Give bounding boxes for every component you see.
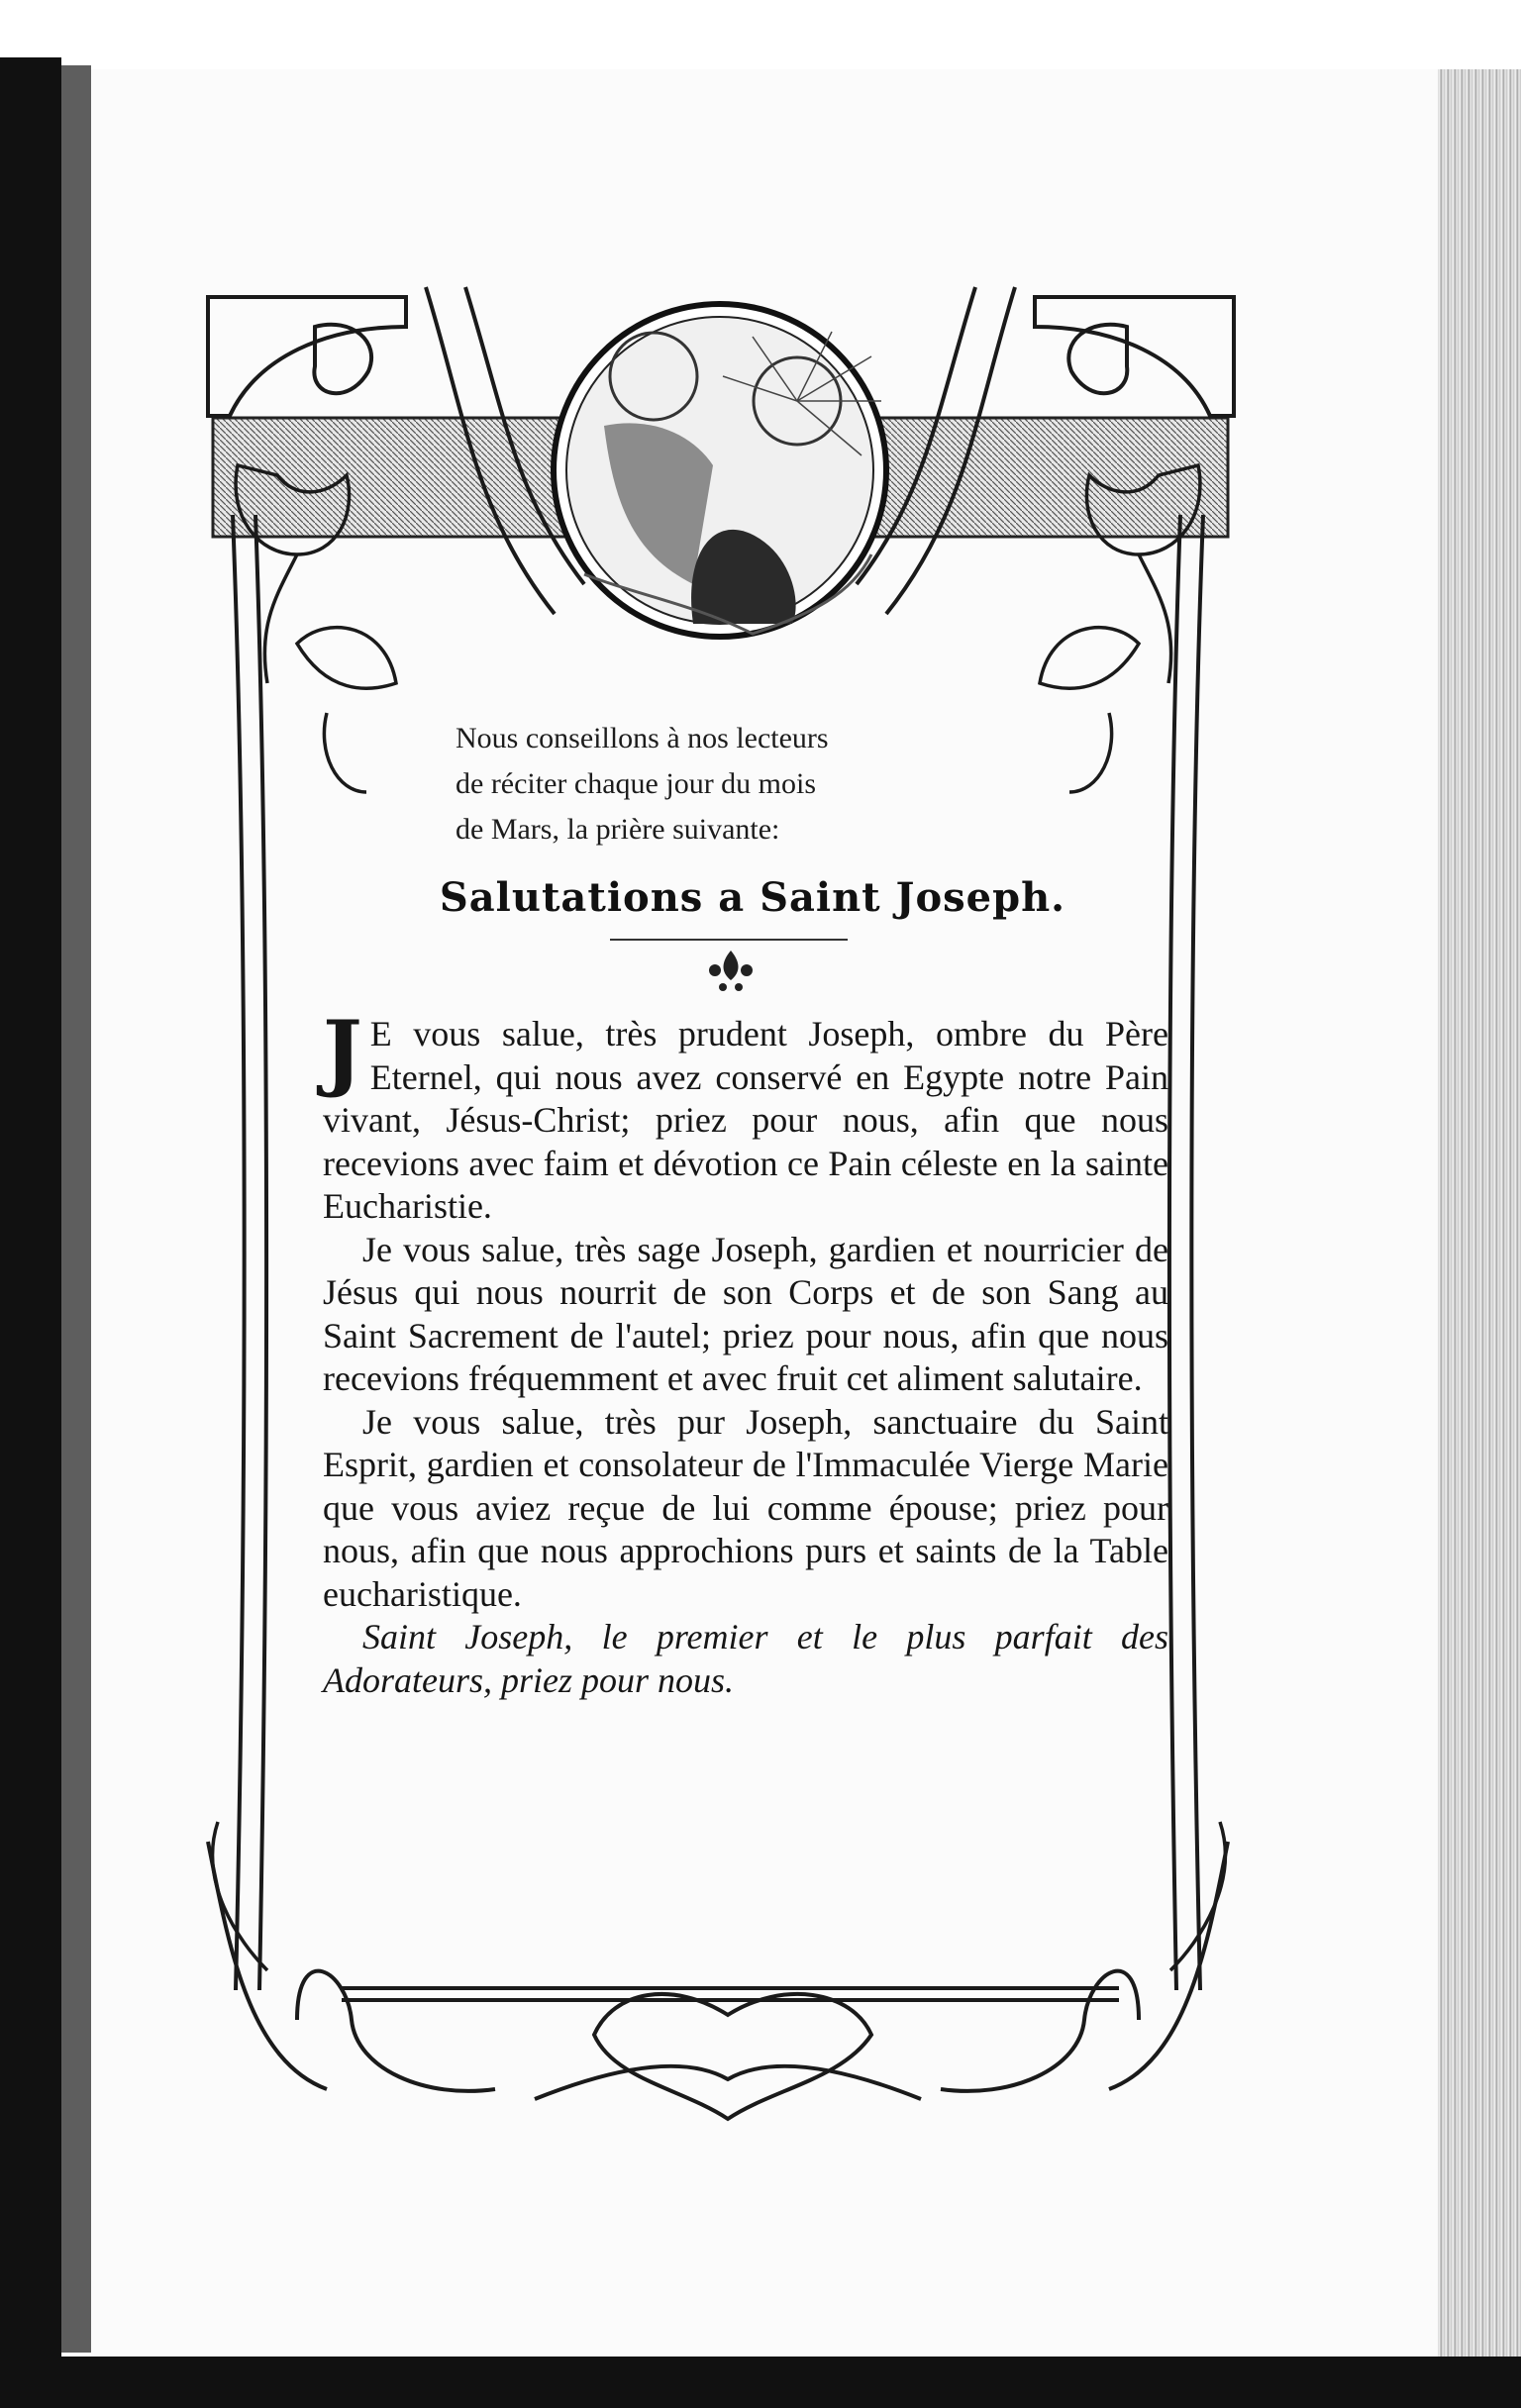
intro-line-3: de Mars, la prière suivante: xyxy=(456,813,780,846)
intro-line-1: Nous conseillons à nos lecteurs xyxy=(456,722,829,754)
title-divider-rule xyxy=(610,939,848,941)
intro-line-2: de réciter chaque jour du mois xyxy=(456,767,817,800)
prayer-title: Salutations a Saint Joseph. xyxy=(439,874,1066,921)
paragraph-1 xyxy=(323,1002,1168,1229)
saint-joseph-medallion xyxy=(554,304,886,637)
closing-invocation: Saint Joseph, le premier et le plus parfait des Adorateurs, priez pour nous. xyxy=(323,1617,1168,1700)
bottom-band xyxy=(208,1842,1228,2119)
lower-side-flourishes xyxy=(213,1822,1226,1970)
paragraph-2: Je vous salue, très sage Joseph, gardien et nourricier de Jésus qui nous nourrit de son Corps et de son Sang au Saint Sacrement de l'autel; priez pour nous, afin que nous recevions fréquemment et avec fruit cet aliment salutaire. xyxy=(323,1229,1168,1398)
paragraph-1-text: E vous salue, très prudent Joseph, ombre du Père Eternel, qui nous avez conservé en Egypte notre Pain vivant, Jésus-Christ; priez pour nous, afin que nous recevions avec faim et dévotion ce Pain céleste en la sainte Eucharistie. xyxy=(323,1014,1168,1226)
fleuron-ornament xyxy=(709,951,753,991)
intro-note xyxy=(456,716,1010,853)
drop-cap: J xyxy=(323,1002,362,1100)
prayer-body xyxy=(323,1002,1168,1702)
paragraph-3: Je vous salue, très pur Joseph, sanctuaire du Saint Esprit, gardien et consolateur de l'Immaculée Vierge Marie que vous aviez reçue de lui comme épouse; priez pour nous, afin que nous approchions purs et saints de la Table eucharistique. xyxy=(323,1401,1168,1614)
